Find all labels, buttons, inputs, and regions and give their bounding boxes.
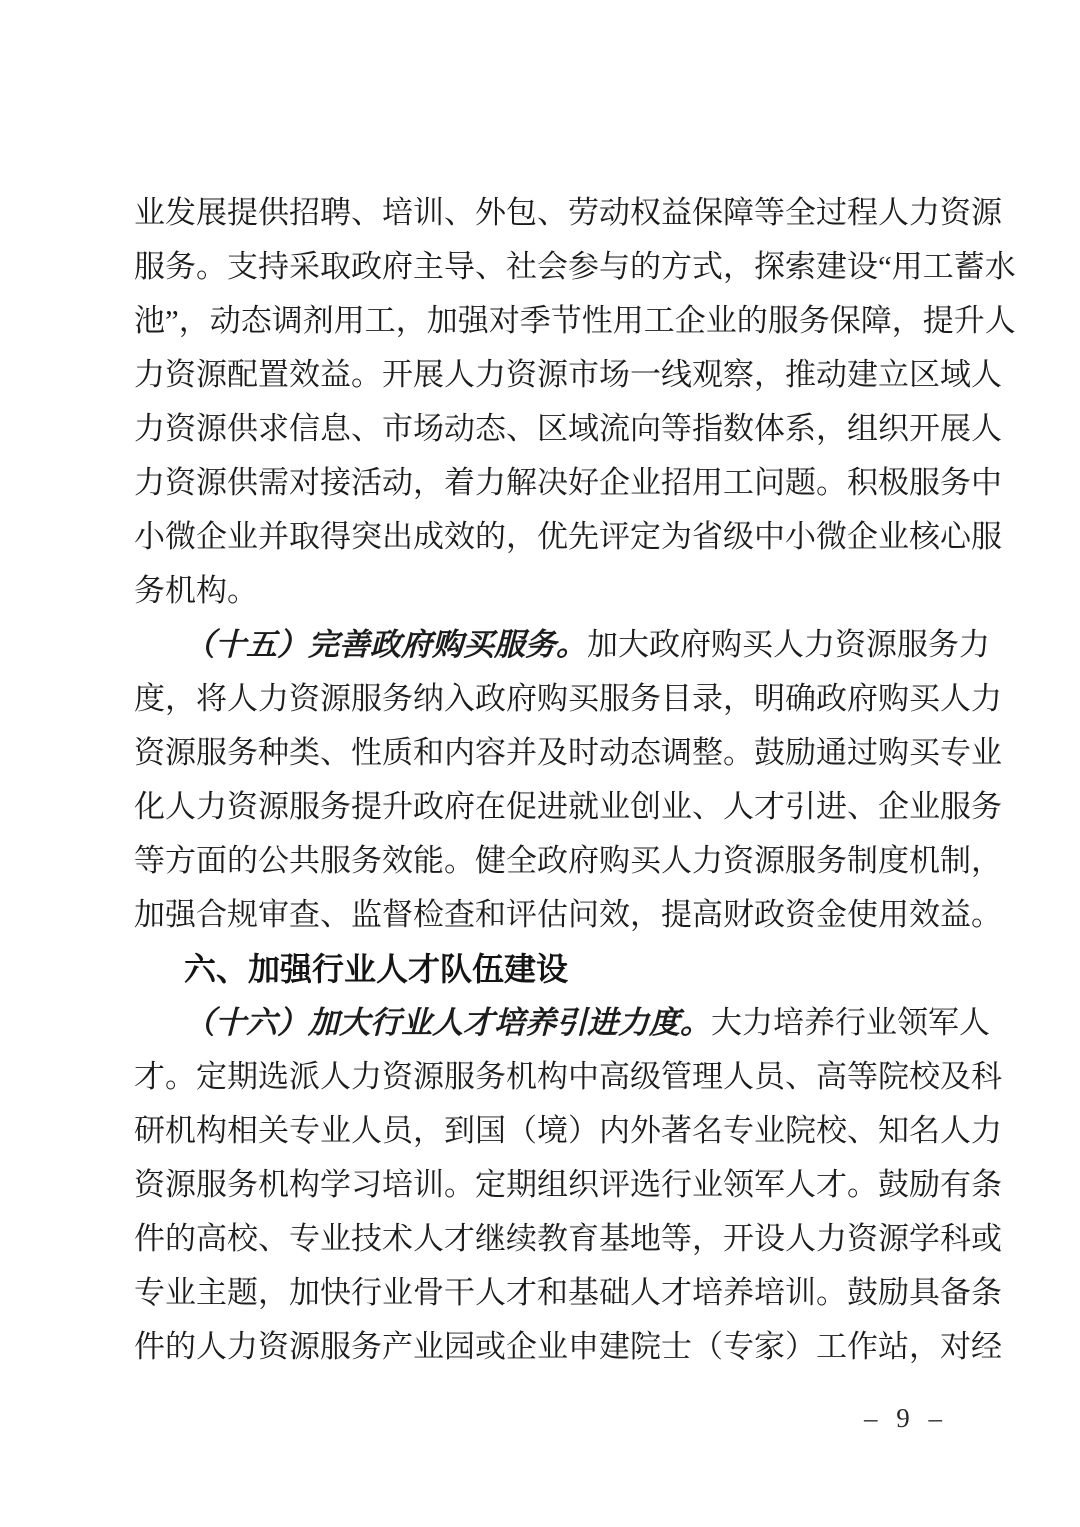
text-segment: 力资源配置效益。开展人力资源市场一线观察，推动建立区域人 (134, 357, 1002, 392)
text-segment: 资源服务种类、性质和内容并及时动态调整。鼓励通过购买专业 (134, 735, 1002, 770)
text-segment: 力资源供求信息、市场动态、区域流向等指数体系，组织开展人 (134, 411, 1002, 446)
text-line (134, 240, 1016, 294)
text-segment: 化人力资源服务提升政府在促进就业创业、人才引进、企业服务 (134, 789, 1002, 824)
text-line (134, 1212, 1002, 1266)
text-line (134, 1104, 1002, 1158)
text-segment: 业发展提供招聘、培训、外包、劳动权益保障等全过程人力资源 (134, 195, 1002, 230)
text-line (134, 456, 1002, 510)
text-line (134, 1050, 1002, 1104)
page-number: – 9 – (864, 1403, 948, 1433)
text-line (134, 564, 944, 618)
text-line (134, 672, 1002, 726)
text-block (134, 186, 1016, 1374)
text-line (134, 348, 1002, 402)
text-segment: 大力培养行业领军人 (711, 1005, 990, 1040)
text-line (134, 1266, 1002, 1320)
text-segment: 资源服务机构学习培训。定期组织评选行业领军人才。鼓励有条 (134, 1167, 1002, 1202)
text-segment: 件的人力资源服务产业园或企业申建院士（专家）工作站，对经 (134, 1329, 1002, 1364)
text-line (134, 402, 1002, 456)
section-heading (134, 942, 944, 996)
text-segment: 才。定期选派人力资源服务机构中高级管理人员、高等院校及科 (134, 1059, 1002, 1094)
text-segment: 六、加强行业人才队伍建设 (184, 951, 569, 987)
text-segment: 力资源供需对接活动，着力解决好企业招用工问题。积极服务中 (134, 465, 1002, 500)
text-line (134, 888, 1002, 942)
text-segment: 研机构相关专业人员，到国（境）内外著名专业院校、知名人力 (134, 1113, 1002, 1148)
text-segment: 小微企业并取得突出成效的，优先评定为省级中小微企业核心服 (134, 519, 1002, 554)
text-segment: 加大政府购买人力资源服务力 (587, 627, 990, 662)
text-line (134, 618, 990, 672)
text-segment: 专业主题，加快行业骨干人才和基础人才培养培训。鼓励具备条 (134, 1275, 1002, 1310)
clause-lead: （十五）完善政府购买服务。 (184, 627, 587, 662)
text-line (134, 510, 1002, 564)
text-segment: 服务。支持采取政府主导、社会参与的方式，探索建设“用工蓄水 (134, 249, 1016, 284)
text-line (134, 780, 1002, 834)
text-line (134, 996, 990, 1050)
text-line (134, 186, 1002, 240)
text-line (134, 834, 1002, 888)
text-segment: 件的高校、专业技术人才继续教育基地等，开设人力资源学科或 (134, 1221, 1002, 1256)
text-segment: 加强合规审查、监督检查和评估问效，提高财政资金使用效益。 (134, 897, 1002, 932)
text-line (134, 1320, 1002, 1374)
text-segment: 等方面的公共服务效能。健全政府购买人力资源服务制度机制， (134, 843, 1002, 878)
text-segment: 务机构。 (134, 573, 258, 608)
text-line (134, 726, 1002, 780)
text-segment: 度，将人力资源服务纳入政府购买服务目录，明确政府购买人力 (134, 681, 1002, 716)
clause-lead: （十六）加大行业人才培养引进力度。 (184, 1005, 711, 1040)
text-line (134, 1158, 1002, 1212)
text-segment: 池”，动态调剂用工，加强对季节性用工企业的服务保障，提升人 (134, 303, 1016, 338)
text-line (134, 294, 1016, 348)
